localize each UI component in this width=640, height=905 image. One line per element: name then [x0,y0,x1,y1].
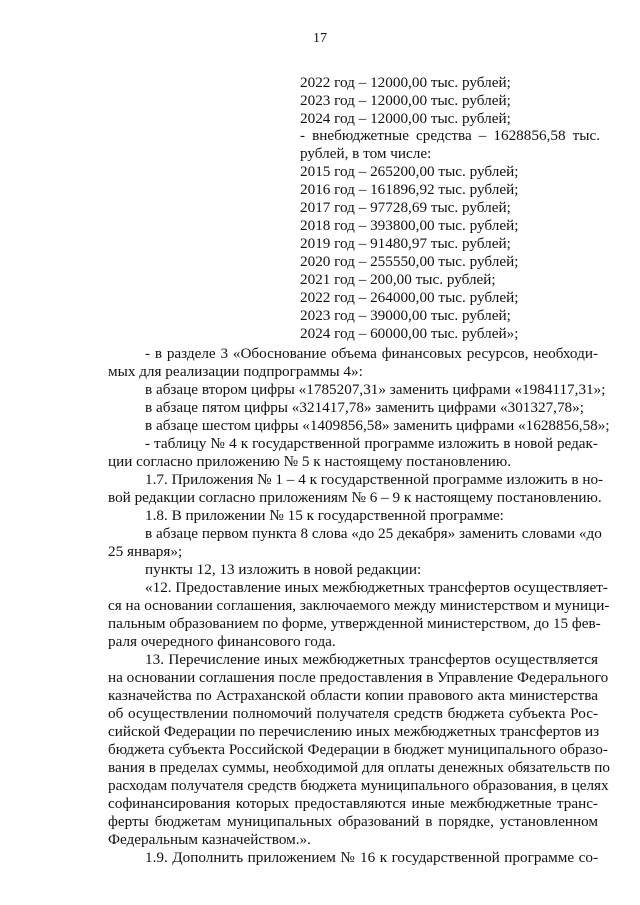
body-line: - таблицу № 4 к государственной программе изложить в новой редак- [145,435,598,452]
financing-line: 2022 год – 12000,00 тыс. рублей; [300,74,511,91]
financing-line: рублей, в том числе: [300,145,432,162]
body-line: об осуществлении полномочий получателя средств бюджета субъекта Рос- [108,705,598,722]
financing-line: - внебюджетные средства – 1628856,58 тыс. [300,127,600,144]
body-line: 13. Перечисление иных межбюджетных трансфертов осуществляется [145,651,598,668]
financing-line: 2017 год – 97728,69 тыс. рублей; [300,199,511,216]
body-line: раля очередного финансового года. [108,633,336,650]
body-line: 1.9. Дополнить приложением № 16 к государственной программе со- [145,849,598,866]
body-line: ся на основании соглашения, заключаемого между министерством и муници- [108,597,610,614]
body-line: в абзаце первом пункта 8 слова «до 25 декабря» заменить словами «до [145,525,602,542]
page-number: 17 [313,31,327,46]
body-line: на основании соглашения после предоставления в Управление Федерального [108,669,609,686]
financing-line: 2024 год – 60000,00 тыс. рублей»; [300,325,519,342]
body-line: казначейства по Астраханской области копии правового акта министерства [108,687,598,704]
body-line: в абзаце шестом цифры «1409856,58» заменить цифрами «1628856,58»; [145,417,610,434]
financing-line: 2023 год – 12000,00 тыс. рублей; [300,92,511,109]
body-line: сийской Федерации по перечислению иных межбюджетных трансфертов из [108,723,600,740]
body-line: - в разделе 3 «Обоснование объема финансовых ресурсов, необходи- [145,345,598,362]
financing-line: 2021 год – 200,00 тыс. рублей; [300,271,496,288]
body-line: мых для реализации подпрограммы 4»: [108,363,363,380]
financing-line: 2022 год – 264000,00 тыс. рублей; [300,289,519,306]
body-line: ферты бюджетам муниципальных образований в порядке, установленном [108,813,598,830]
financing-line: 2016 год – 161896,92 тыс. рублей; [300,181,519,198]
body-line: Федеральным казначейством.». [108,831,311,848]
body-line: ции согласно приложению № 5 к настоящему постановлению. [108,453,512,470]
body-line: 1.7. Приложения № 1 – 4 к государственной программе изложить в но- [145,471,604,488]
financing-line: 2015 год – 265200,00 тыс. рублей; [300,163,519,180]
body-line: 1.8. В приложении № 15 к государственной программе: [145,507,504,524]
financing-line: 2018 год – 393800,00 тыс. рублей; [300,217,519,234]
financing-line: 2023 год – 39000,00 тыс. рублей; [300,307,511,324]
body-line: 25 января»; [108,543,183,560]
body-line: бюджета субъекта Российской Федерации в бюджет муниципального образо- [108,741,608,758]
body-line: «12. Предоставление иных межбюджетных трансфертов осуществляет- [145,579,608,596]
body-line: в абзаце пятом цифры «321417,78» заменить цифрами «301327,78»; [145,399,584,416]
body-line: в абзаце втором цифры «1785207,31» заменить цифрами «1984117,31»; [145,381,606,398]
body-line: пункты 12, 13 изложить в новой редакции: [145,561,422,578]
body-line: вания в пределах суммы, необходимой для оплаты денежных обязательств по [108,759,611,776]
financing-line: 2024 год – 12000,00 тыс. рублей; [300,110,511,127]
financing-line: 2019 год – 91480,97 тыс. рублей; [300,235,511,252]
body-line: вой редакции согласно приложениям № 6 – 9 к настоящему постановлению. [108,489,602,506]
body-line: расходам получателя средств бюджета муниципального образования, в целях [108,777,609,794]
body-line: софинансирования которых предоставляются иные межбюджетные транс- [108,795,598,812]
body-line: пальным образованием по форме, утвержденной министерством, до 15 фев- [108,615,601,632]
financing-line: 2020 год – 255550,00 тыс. рублей; [300,253,519,270]
